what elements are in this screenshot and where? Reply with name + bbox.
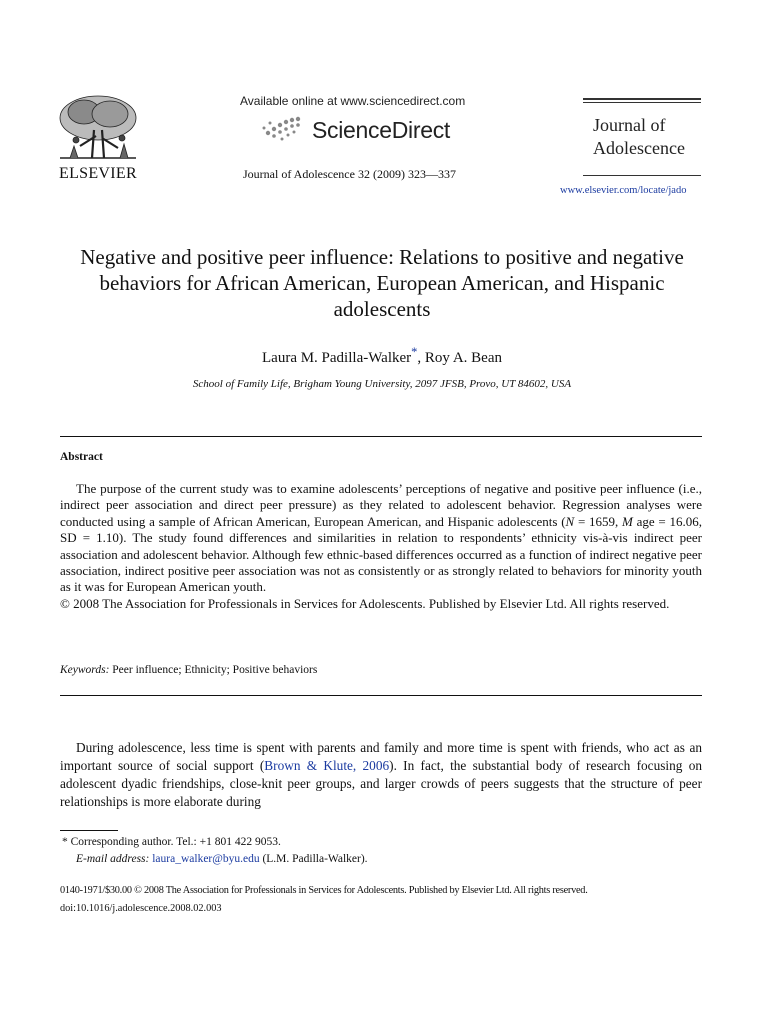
intro-text-2: ). In fact, the substantial body of research focusing on adolescent dyadic friendships, close-knit peer groups, and larger crowds of peers suggests that the structure of peer relationships is more elaborate during [60, 758, 702, 809]
intro-paragraph [60, 739, 702, 811]
sciencedirect-logo [260, 113, 470, 147]
footnotes [60, 834, 702, 867]
author-1: Laura M. Padilla-Walker [262, 350, 412, 366]
email-link[interactable]: laura_walker@byu.edu [152, 852, 260, 865]
intro-text-1: During adolescence, less time is spent with parents and family and more time is spent with friends, who act as an important source of social support ( [60, 740, 702, 773]
intro-body [60, 739, 702, 811]
email-label: E-mail address: [76, 852, 150, 865]
abstract-text-3: age = 16.06, SD = 1.10). The study found differences and similarities in relation to respondents’ ethnicity vis-à-vis indirect peer association and adolescent behavior. Although few ethnic-based differences occurred as a function of indirect negative peer association, indirect positive peer association was not as consistently or as strongly related to behaviors for minority youth as it was for European American youth. [60, 513, 702, 595]
abstract-text-2: = 1659, [574, 513, 623, 529]
abstract-text-1: The purpose of the current study was to examine adolescents’ perceptions of negative and positive peer influence (i.e., indirect peer association and direct peer pressure) as they related to adolescent behavior. Regression analyses were conducted using a sample of African American, European American, and Hispanic adolescents ( [60, 481, 702, 529]
article-title: Negative and positive peer influence: Relations to positive and negative behaviors for African American, European American, and Hispanic adolescents [80, 245, 684, 321]
masthead-rule-top [583, 98, 701, 100]
sciencedirect-wordmark: ScienceDirect [312, 117, 450, 143]
publisher-name: ELSEVIER [59, 165, 137, 182]
sciencedirect-dots-icon [260, 113, 310, 147]
issn-line: 0140-1971/$30.00 © 2008 The Association for Professionals in Services for Adolescents. Published by Elsevier Ltd. All rights reserved. [60, 885, 588, 896]
email-suffix: (L.M. Padilla-Walker). [259, 852, 368, 865]
doi-line: doi:10.1016/j.adolescence.2008.02.003 [60, 902, 222, 914]
journal-masthead [583, 98, 701, 176]
abstract-n-label: N [565, 513, 575, 529]
journal-name-line2: Adolescence [593, 138, 685, 158]
abstract-m-label: M [622, 513, 633, 529]
abstract-copyright: © 2008 The Association for Professionals in Services for Adolescents. Published by Elsevier Ltd. All rights reserved. [60, 595, 670, 611]
divider-top [60, 436, 702, 437]
journal-url-link[interactable]: www.elsevier.com/locate/jado [560, 185, 687, 196]
footnote-rule [60, 830, 118, 831]
keywords-label: Keywords: [60, 664, 110, 676]
abstract-heading: Abstract [60, 451, 103, 463]
elsevier-logo [50, 92, 146, 187]
abstract-body [60, 481, 702, 612]
corresponding-author-marker[interactable]: * [411, 345, 418, 359]
keywords-list: Peer influence; Ethnicity; Positive behaviors [109, 664, 318, 676]
keywords [60, 664, 317, 676]
email-note [60, 851, 702, 868]
author-2: , Roy A. Bean [417, 350, 502, 366]
divider-bottom [60, 695, 702, 696]
corresponding-author-note: * Corresponding author. Tel.: +1 801 422 9053. [62, 836, 281, 848]
masthead-rule-top-thin [583, 102, 701, 103]
affiliation: School of Family Life, Brigham Young University, 2097 JFSB, Provo, UT 84602, USA [192, 378, 572, 390]
available-online-text: Available online at www.sciencedirect.com [240, 94, 466, 108]
authors [60, 345, 704, 367]
elsevier-tree-icon [50, 92, 146, 164]
abstract-paragraph [60, 481, 702, 596]
masthead-rule-bottom [583, 175, 701, 176]
journal-name [593, 114, 685, 160]
citation-link[interactable]: Brown & Klute, 2006 [264, 758, 390, 773]
journal-name-line1: Journal of [593, 115, 666, 135]
article-meta [60, 882, 702, 917]
journal-citation: Journal of Adolescence 32 (2009) 323—337 [243, 167, 456, 181]
